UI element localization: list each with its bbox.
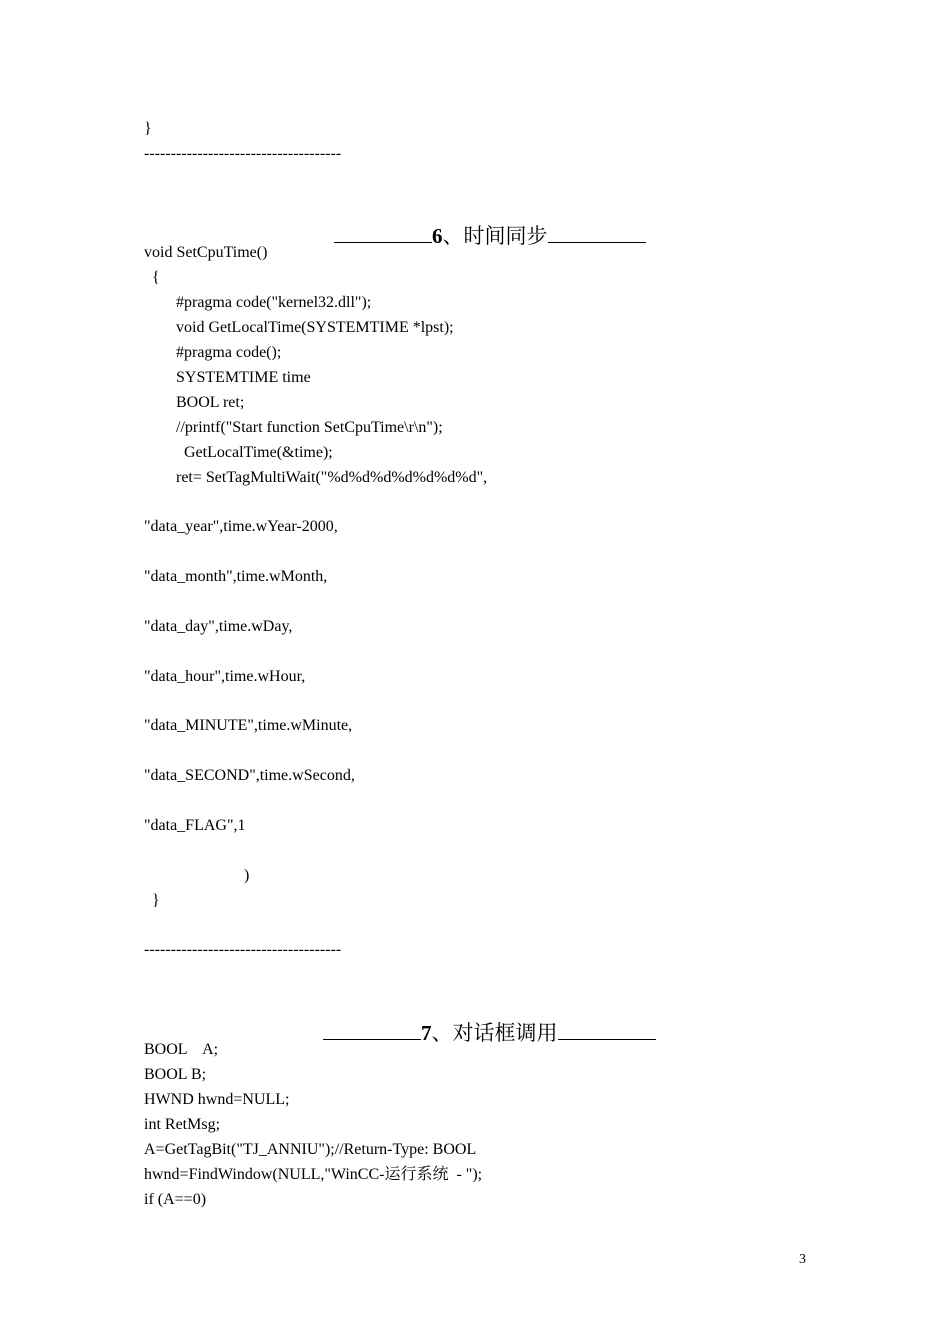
- section-heading-7: [302, 994, 656, 1072]
- code-line: "data_MINUTE",time.wMinute,: [144, 717, 353, 734]
- code-line: "data_day",time.wDay,: [144, 618, 293, 635]
- code-line: "data_FLAG",1: [144, 817, 246, 834]
- code-line: ): [244, 867, 250, 884]
- code-line: ret= SetTagMultiWait("%d%d%d%d%d%d%d",: [144, 469, 488, 486]
- code-line: A=GetTagBit("TJ_ANNIU");//Return-Type: BOOL: [144, 1141, 477, 1158]
- section-heading-6: [313, 197, 646, 275]
- code-line: BOOL B;: [144, 1066, 207, 1083]
- code-line: int RetMsg;: [144, 1116, 221, 1133]
- code-line: GetLocalTime(&time);: [144, 444, 333, 461]
- code-line: "data_SECOND",time.wSecond,: [144, 767, 355, 784]
- code-line: if (A==0): [144, 1191, 207, 1208]
- code-line: "data_month",time.wMonth,: [144, 568, 328, 585]
- code-line: void SetCpuTime(): [144, 244, 268, 261]
- code-line: BOOL ret;: [144, 394, 245, 411]
- code-line: #pragma code("kernel32.dll");: [144, 294, 372, 311]
- code-line: {: [144, 269, 160, 286]
- code-line: HWND hwnd=NULL;: [144, 1091, 290, 1108]
- code-line: SYSTEMTIME time: [144, 369, 311, 386]
- code-line: "data_year",time.wYear-2000,: [144, 518, 338, 535]
- code-line: "data_hour",time.wHour,: [144, 668, 306, 685]
- separator-line: -------------------------------------: [144, 941, 342, 958]
- section-number: 6: [432, 224, 443, 248]
- heading-underline-right: [548, 224, 646, 243]
- code-line: //printf("Start function SetCpuTime\r\n");: [144, 419, 443, 436]
- section-title: 、时间同步: [442, 224, 548, 248]
- page-number: 3: [799, 1252, 806, 1267]
- closing-brace: }: [144, 120, 152, 137]
- heading-underline-left: [334, 224, 432, 243]
- code-line: }: [144, 892, 160, 909]
- heading-underline-right: [558, 1021, 656, 1040]
- section-title: 、对话框调用: [431, 1021, 558, 1045]
- separator-line: -------------------------------------: [144, 145, 342, 162]
- code-line: hwnd=FindWindow(NULL,"WinCC-运行系统 - ");: [144, 1166, 483, 1183]
- heading-underline-left: [323, 1021, 421, 1040]
- code-line: void GetLocalTime(SYSTEMTIME *lpst);: [144, 319, 454, 336]
- code-line: #pragma code();: [144, 344, 282, 361]
- code-line: BOOL A;: [144, 1041, 219, 1058]
- section-number: 7: [421, 1021, 432, 1045]
